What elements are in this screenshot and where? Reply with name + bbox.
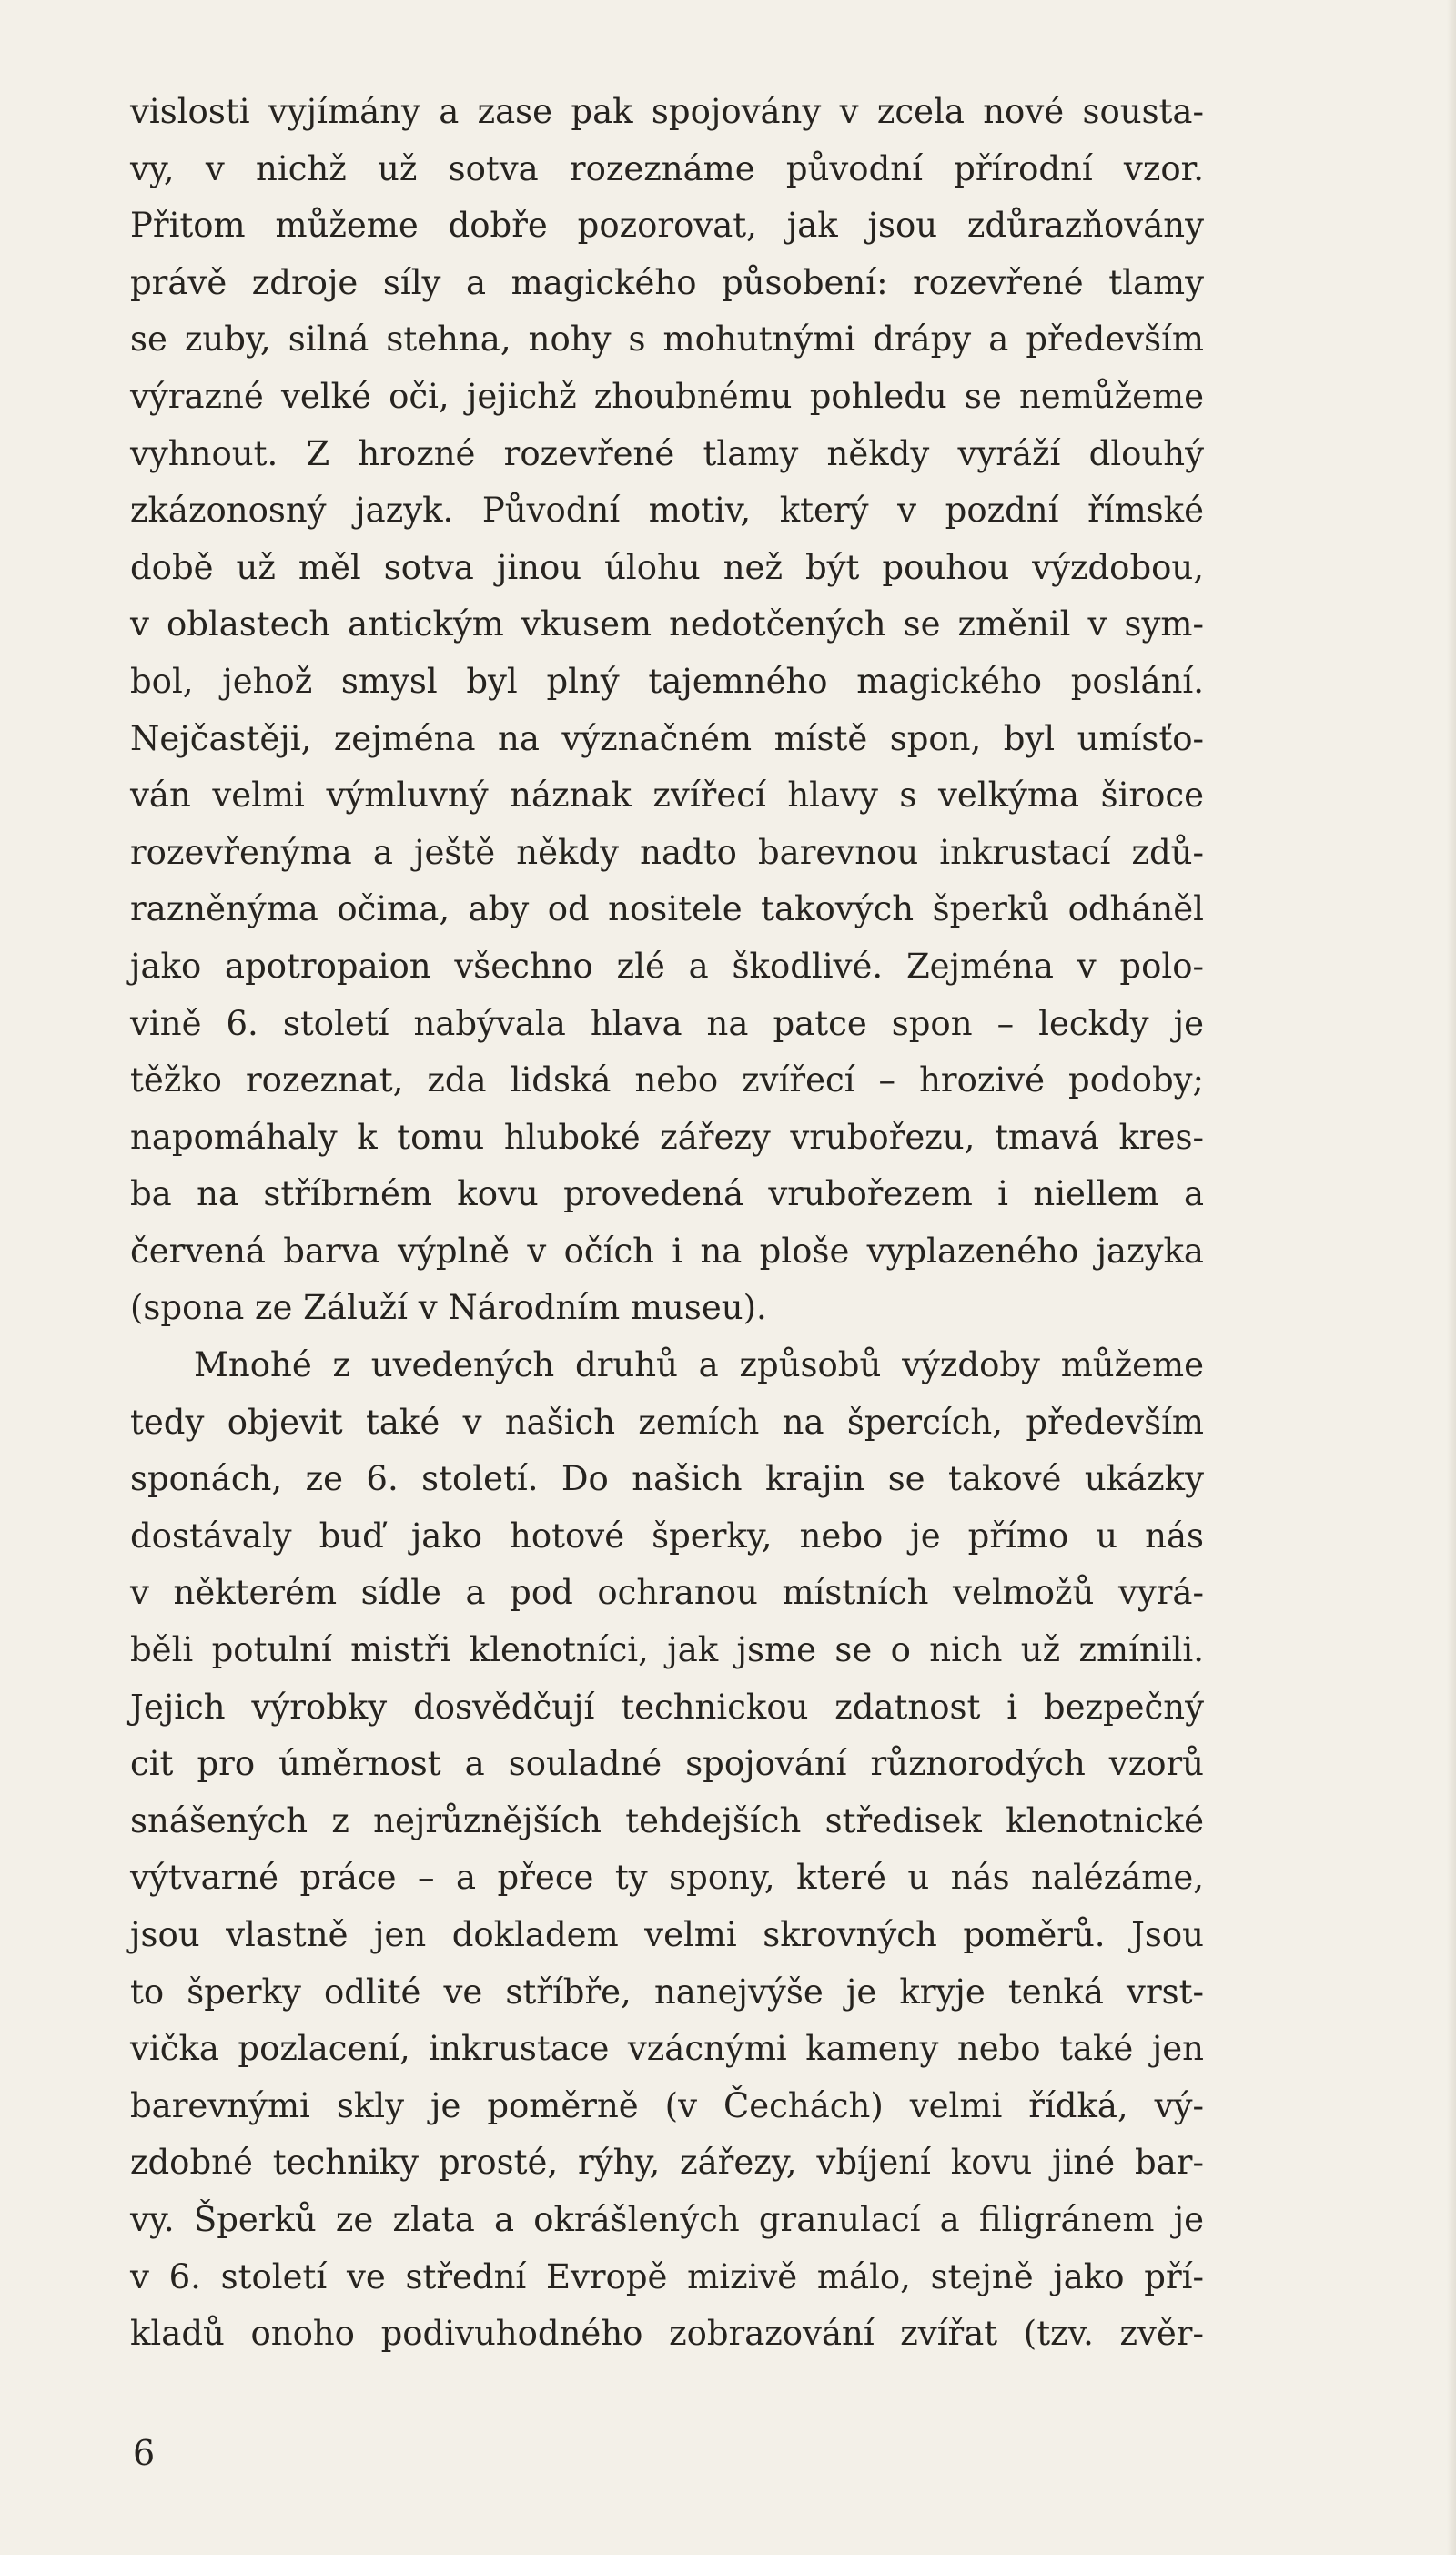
- text-line: ba na stříbrném kovu provedená vrubořezem i niellem a: [130, 1174, 1204, 1214]
- text-line: kladů onoho podivuhodného zobrazování zvířat (tzv. zvěr-: [130, 2314, 1204, 2354]
- text-line: rozevřenýma a ještě někdy nadto barevnou inkrustací zdů-: [130, 832, 1204, 872]
- text-line: razněnýma očima, aby od nositele takových šperků odháněl: [130, 889, 1204, 929]
- page-edge-shadow: [1447, 0, 1456, 2555]
- page-number: 6: [133, 2433, 156, 2473]
- text-line: vy, v nichž už sotva rozeznáme původní přírodní vzor.: [130, 148, 1204, 188]
- text-line: Jejich výrobky dosvědčují technickou zdatnost i bezpečný: [130, 1687, 1204, 1727]
- text-line: právě zdroje síly a magického působení: rozevřené tlamy: [130, 262, 1204, 302]
- text-line: v 6. století ve střední Evropě mizivě málo, stejně jako pří-: [130, 2256, 1204, 2296]
- text-line: vyhnout. Z hrozné rozevřené tlamy někdy vyráží dlouhý: [130, 433, 1204, 473]
- text-line: těžko rozeznat, zda lidská nebo zvířecí – hrozivé podoby;: [130, 1060, 1204, 1100]
- text-line: bol, jehož smysl byl plný tajemného magického poslání.: [130, 661, 1204, 701]
- text-line: výtvarné práce – a přece ty spony, které u nás nalézáme,: [130, 1858, 1204, 1898]
- text-line: to šperky odlité ve stříbře, nanejvýše je kryje tenká vrst-: [130, 1972, 1204, 2012]
- text-line: vy. Šperků ze zlata a okrášlených granulací a filigránem je: [130, 2199, 1204, 2239]
- text-line: zkázonosný jazyk. Původní motiv, který v pozdní římské: [130, 491, 1204, 531]
- paragraph-start-line: Mnohé z uvedených druhů a způsobů výzdoby můžeme: [194, 1345, 1204, 1385]
- text-line: Nejčastěji, zejména na význačném místě spon, byl umísťo-: [130, 718, 1204, 758]
- text-line: vině 6. století nabývala hlava na patce spon – leckdy je: [130, 1003, 1204, 1043]
- text-line: v některém sídle a pod ochranou místních velmožů vyrá-: [130, 1573, 1204, 1613]
- text-line: barevnými skly je poměrně (v Čechách) velmi řídká, vý-: [130, 2085, 1204, 2125]
- text-line: snášených z nejrůznějších tehdejších středisek klenotnické: [130, 1800, 1204, 1840]
- text-line: sponách, ze 6. století. Do našich krajin se takové ukázky: [130, 1459, 1204, 1499]
- text-line: vička pozlacení, inkrustace vzácnými kameny nebo také jen: [130, 2029, 1204, 2069]
- text-line: cit pro úměrnost a souladné spojování různorodých vzorů: [130, 1744, 1204, 1784]
- text-line: dostávaly buď jako hotové šperky, nebo je přímo u nás: [130, 1516, 1204, 1556]
- text-line: tedy objevit také v našich zemích na špercích, především: [130, 1402, 1204, 1442]
- text-line: ván velmi výmluvný náznak zvířecí hlavy s velkýma široce: [130, 776, 1204, 816]
- text-line: červená barva výplně v očích i na ploše vyplazeného jazyka: [130, 1231, 1204, 1271]
- text-line: výrazné velké oči, jejichž zhoubnému pohledu se nemůžeme: [130, 376, 1204, 416]
- text-line: napomáhaly k tomu hluboké zářezy vrubořezu, tmavá kres-: [130, 1117, 1204, 1157]
- text-line: v oblastech antickým vkusem nedotčených se změnil v sym-: [130, 604, 1204, 644]
- body-text: [130, 84, 1204, 2363]
- paragraph-end-line: (spona ze Záluží v Národním museu).: [130, 1288, 767, 1328]
- text-line: jsou vlastně jen dokladem velmi skrovných poměrů. Jsou: [130, 1915, 1204, 1954]
- text-line: Přitom můžeme dobře pozorovat, jak jsou zdůrazňovány: [130, 206, 1204, 246]
- text-line: zdobné techniky prosté, rýhy, zářezy, vbíjení kovu jiné bar-: [130, 2143, 1204, 2183]
- text-line: době už měl sotva jinou úlohu než být pouhou výzdobou,: [130, 547, 1204, 587]
- text-line: se zuby, silná stehna, nohy s mohutnými drápy a především: [130, 319, 1204, 360]
- text-line: běli potulní mistři klenotníci, jak jsme se o nich už zmínili.: [130, 1630, 1204, 1670]
- text-line: vislosti vyjímány a zase pak spojovány v zcela nové sousta-: [130, 92, 1204, 131]
- text-line: jako apotropaion všechno zlé a škodlivé. Zejména v polo-: [130, 946, 1204, 986]
